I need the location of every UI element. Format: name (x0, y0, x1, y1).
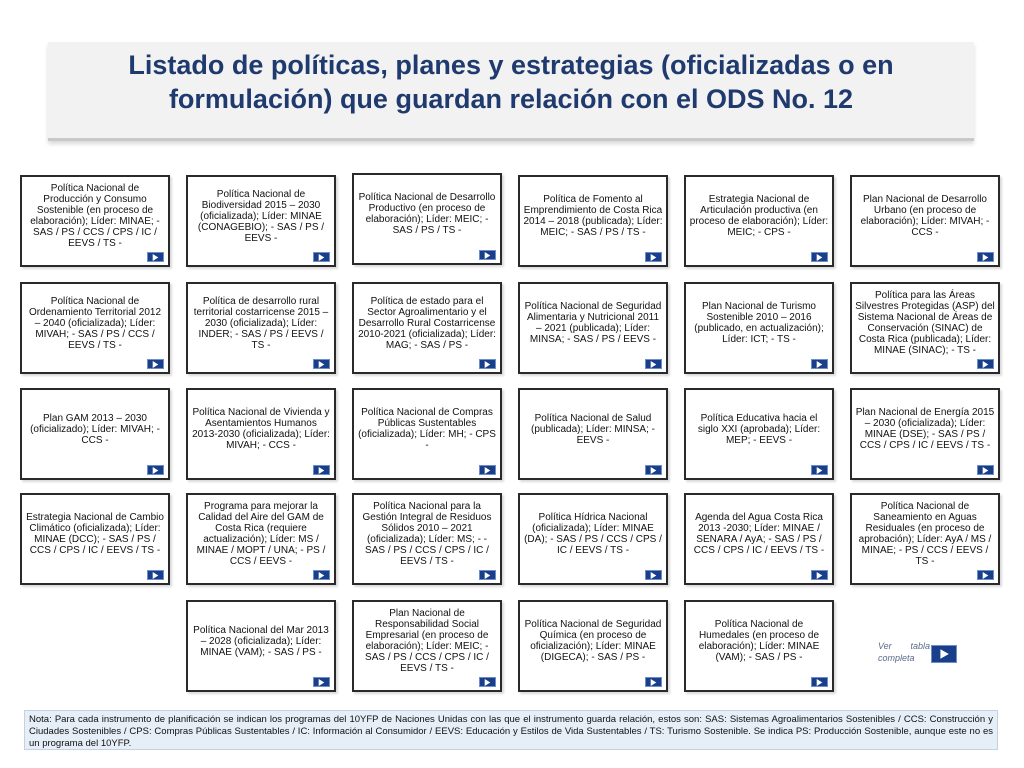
policy-card (684, 175, 834, 267)
policy-card-go-button[interactable] (645, 465, 662, 475)
policy-card-text: Plan Nacional de Desarrollo Urbano (en proceso de elaboración); Líder: MIVAH; - CCS - (860, 194, 990, 238)
policy-card (684, 493, 834, 585)
policy-card-go-button[interactable] (147, 465, 164, 475)
policy-card-text: Estrategia Nacional de Articulación productiva (en proceso de elaboración); Líder: MEIC; - CPS - (689, 194, 829, 238)
policy-card (186, 388, 336, 480)
play-triangle-icon (982, 572, 989, 579)
play-triangle-icon (982, 361, 989, 368)
play-triangle-icon (816, 361, 823, 368)
policy-card (186, 175, 336, 267)
play-triangle-icon (816, 254, 823, 261)
note-box: Nota: Para cada instrumento de planificación se indican los programas del 10YFP de Naciones Unidas con las que el instrumento guarda relación, estos son: SAS: Sistemas Agroalimentarios Sostenibles / CCS: Construcción y Ciudades Sostenibles / CPS: Compras Públicas Sustentables / IC: Información al Consumidor / EEVS: Educación y Estilos de Vida Sustentables / TS: Turismo Sostenible. Se indica PS: Producción Sostenible, aunque este no es un programa del 10YFP. (24, 710, 998, 750)
play-triangle-icon (484, 361, 491, 368)
ver-tabla-button[interactable] (931, 645, 957, 663)
policy-card-text: Agenda del Agua Costa Rica 2013 -2030; Líder: MINAE / SENARA / AyA; - SAS / PS / CCS / CPS / IC / EEVS / TS - (693, 512, 825, 556)
policy-card (518, 388, 668, 480)
policy-card (20, 493, 170, 585)
policy-card-text: Política Nacional de Seguridad Alimentaria y Nutricional 2011 – 2021 (publicada); Líder: MINSA; - SAS / PS / EEVS - (524, 301, 662, 345)
policy-card-text: Política Nacional del Mar 2013 – 2028 (oficializada); Líder: MINAE (VAM); - SAS / PS - (193, 624, 329, 658)
policy-card (518, 282, 668, 374)
play-triangle-icon (816, 467, 823, 474)
policy-card (352, 600, 502, 692)
policy-card-text: Programa para mejorar la Calidad del Aire del GAM de Costa Rica (requiere actualización); Líder: MS / MINAE / MOPT / UNA; - PS / CCS / EEVS - (196, 501, 326, 567)
policy-card-go-button[interactable] (147, 359, 164, 369)
page-title: Listado de políticas, planes y estrategias (oficializadas o en formulación) que guardan relación con el ODS No. 12 (128, 50, 894, 114)
play-triangle-icon (152, 254, 159, 261)
policy-card (20, 282, 170, 374)
ver-tabla-label: Ver tabla completa (878, 641, 930, 663)
policy-card-go-button[interactable] (977, 465, 994, 475)
policy-card (20, 175, 170, 267)
play-triangle-icon (650, 361, 657, 368)
policy-card-text: Plan Nacional de Responsabilidad Social Empresarial (en proceso de elaboración); Líder: MEIC; - SAS / PS / CCS / CPS / IC / EEVS / TS - (365, 608, 489, 674)
policy-card-go-button[interactable] (645, 570, 662, 580)
play-triangle-icon (650, 254, 657, 261)
play-triangle-icon (152, 467, 159, 474)
policy-card (518, 175, 668, 267)
play-triangle-icon (318, 679, 325, 686)
policy-card-go-button[interactable] (313, 677, 330, 687)
play-triangle-icon (318, 361, 325, 368)
policy-card (684, 388, 834, 480)
policy-card-text: Política de desarrollo rural territorial costarricense 2015 – 2030 (oficializada); Líder: INDER; - SAS / PS / EEVS / TS - (193, 295, 329, 351)
play-triangle-icon (650, 679, 657, 686)
policy-card-text: Política Nacional de Vivienda y Asentamientos Humanos 2013-2030 (oficializada); Líder: MIVAH; - CCS - (192, 407, 330, 451)
policy-card-text: Política Nacional de Salud (publicada); Líder: MINSA; - EEVS - (531, 412, 655, 446)
policy-card (20, 388, 170, 480)
policy-card-text: Plan Nacional de Energía 2015 – 2030 (oficializada); Líder: MINAE (DSE); - SAS / PS / CCS / CPS / IC / EEVS / TS - (855, 407, 995, 451)
policy-card-go-button[interactable] (313, 570, 330, 580)
play-triangle-icon (484, 572, 491, 579)
policy-card-go-button[interactable] (479, 465, 496, 475)
policy-card-text: Plan Nacional de Turismo Sostenible 2010 – 2016 (publicado, en actualización); Líder: ICT; - TS - (694, 301, 824, 345)
policy-card-go-button[interactable] (811, 465, 828, 475)
policy-card-go-button[interactable] (479, 359, 496, 369)
policy-card-text: Política Nacional de Biodiversidad 2015 – 2030 (oficializada); Líder: MINAE (CONAGEBIO); - SAS / PS / EEVS - (197, 188, 325, 244)
policy-card (186, 493, 336, 585)
policy-card-text: Política Nacional de Saneamiento en Aguas Residuales (en proceso de aprobación); Líder: AyA / MS / MINAE; - PS / CCS / EEVS / TS - (858, 501, 992, 567)
policy-card-go-button[interactable] (811, 359, 828, 369)
play-triangle-icon (152, 572, 159, 579)
policy-card-text: Política Nacional de Compras Públicas Sustentables (oficializada); Líder: MH; - CPS - (358, 407, 496, 451)
policy-card (352, 493, 502, 585)
policy-card-text: Política Educativa hacia el siglo XXI (aprobada); Líder: MEP; - EEVS - (697, 412, 821, 446)
policy-card-text: Política Nacional de Seguridad Química (en proceso de oficialización); Líder: MINAE (DIGECA); - SAS / PS - (524, 619, 662, 663)
policy-card-go-button[interactable] (147, 570, 164, 580)
play-triangle-icon (484, 467, 491, 474)
play-triangle-icon (484, 252, 491, 259)
play-triangle-icon (318, 467, 325, 474)
policy-card-go-button[interactable] (479, 570, 496, 580)
policy-card (186, 600, 336, 692)
policy-card (684, 282, 834, 374)
policy-card-go-button[interactable] (313, 252, 330, 262)
policy-card-text: Política Nacional de Humedales (en proceso de elaboración); Líder: MINAE (VAM); - SAS / PS - (698, 619, 820, 663)
policy-card-text: Política de Fomento al Emprendimiento de Costa Rica 2014 – 2018 (publicada); Líder: MEIC; - SAS / PS / TS - (523, 194, 663, 238)
play-triangle-icon (938, 648, 950, 660)
policy-card-go-button[interactable] (977, 570, 994, 580)
policy-card-text: Política Nacional de Desarrollo Productivo (en proceso de elaboración); Líder: MEIC; - SAS / PS / TS - (358, 192, 496, 236)
policy-card-go-button[interactable] (313, 359, 330, 369)
policy-card-go-button[interactable] (313, 465, 330, 475)
policy-card-text: Política Nacional de Producción y Consumo Sostenible (en proceso de elaboración); Líder: MINAE; - SAS / PS / CCS / CPS / IC / EEVS / TS - (30, 183, 160, 249)
policy-card-text: Política Nacional de Ordenamiento Territorial 2012 – 2040 (oficializada); Líder: MIVAH; - SAS / PS / CCS / EEVS / TS - (28, 295, 162, 351)
policy-card-go-button[interactable] (977, 252, 994, 262)
play-triangle-icon (650, 467, 657, 474)
policy-card-text: Estrategia Nacional de Cambio Climático (oficializada); Líder: MINAE (DCC); - SAS / PS / CCS / CPS / IC / EEVS / TS - (26, 512, 164, 556)
play-triangle-icon (816, 679, 823, 686)
policy-card (850, 175, 1000, 267)
play-triangle-icon (318, 572, 325, 579)
policy-card-text: Política para las Áreas Silvestres Protegidas (ASP) del Sistema Nacional de Áreas de Conservación (SINAC) de Costa Rica (publicada); Líder: MINAE (SINAC); - TS - (855, 290, 995, 356)
play-triangle-icon (650, 572, 657, 579)
policy-card-go-button[interactable] (479, 250, 496, 260)
policy-card (850, 493, 1000, 585)
policy-card (684, 600, 834, 692)
policy-card-go-button[interactable] (479, 677, 496, 687)
policy-card (518, 493, 668, 585)
policy-card-go-button[interactable] (811, 677, 828, 687)
play-triangle-icon (816, 572, 823, 579)
play-triangle-icon (484, 679, 491, 686)
policy-card-text: Política de estado para el Sector Agroalimentario y el Desarrollo Rural Costarricense 2010-2021 (oficializada); Líder: MAG; - SAS / PS - (358, 295, 496, 351)
policy-card (352, 173, 502, 265)
policy-card (850, 388, 1000, 480)
policy-card (186, 282, 336, 374)
play-triangle-icon (982, 467, 989, 474)
policy-card-go-button[interactable] (645, 677, 662, 687)
policy-card (518, 600, 668, 692)
play-triangle-icon (982, 254, 989, 261)
policy-card-go-button[interactable] (645, 359, 662, 369)
policy-card (850, 282, 1000, 374)
policy-card-text: Política Hídrica Nacional (oficializada); Líder: MINAE (DA); - SAS / PS / CCS / CPS / IC / EEVS / TS - (524, 512, 662, 556)
policy-card (352, 282, 502, 374)
policy-card-go-button[interactable] (645, 252, 662, 262)
policy-card-go-button[interactable] (811, 252, 828, 262)
policy-card-text: Política Nacional para la Gestión Integral de Residuos Sólidos 2010 – 2021 (oficializada); Líder: MS; - - SAS / PS / CCS / CPS / IC / EEVS / TS - (362, 501, 492, 567)
policy-card (352, 388, 502, 480)
policy-card-go-button[interactable] (147, 252, 164, 262)
policy-card-go-button[interactable] (811, 570, 828, 580)
policy-card-text: Plan GAM 2013 – 2030 (oficializado); Líder: MIVAH; - CCS - (30, 412, 160, 446)
policy-card-go-button[interactable] (977, 359, 994, 369)
play-triangle-icon (318, 254, 325, 261)
play-triangle-icon (152, 361, 159, 368)
